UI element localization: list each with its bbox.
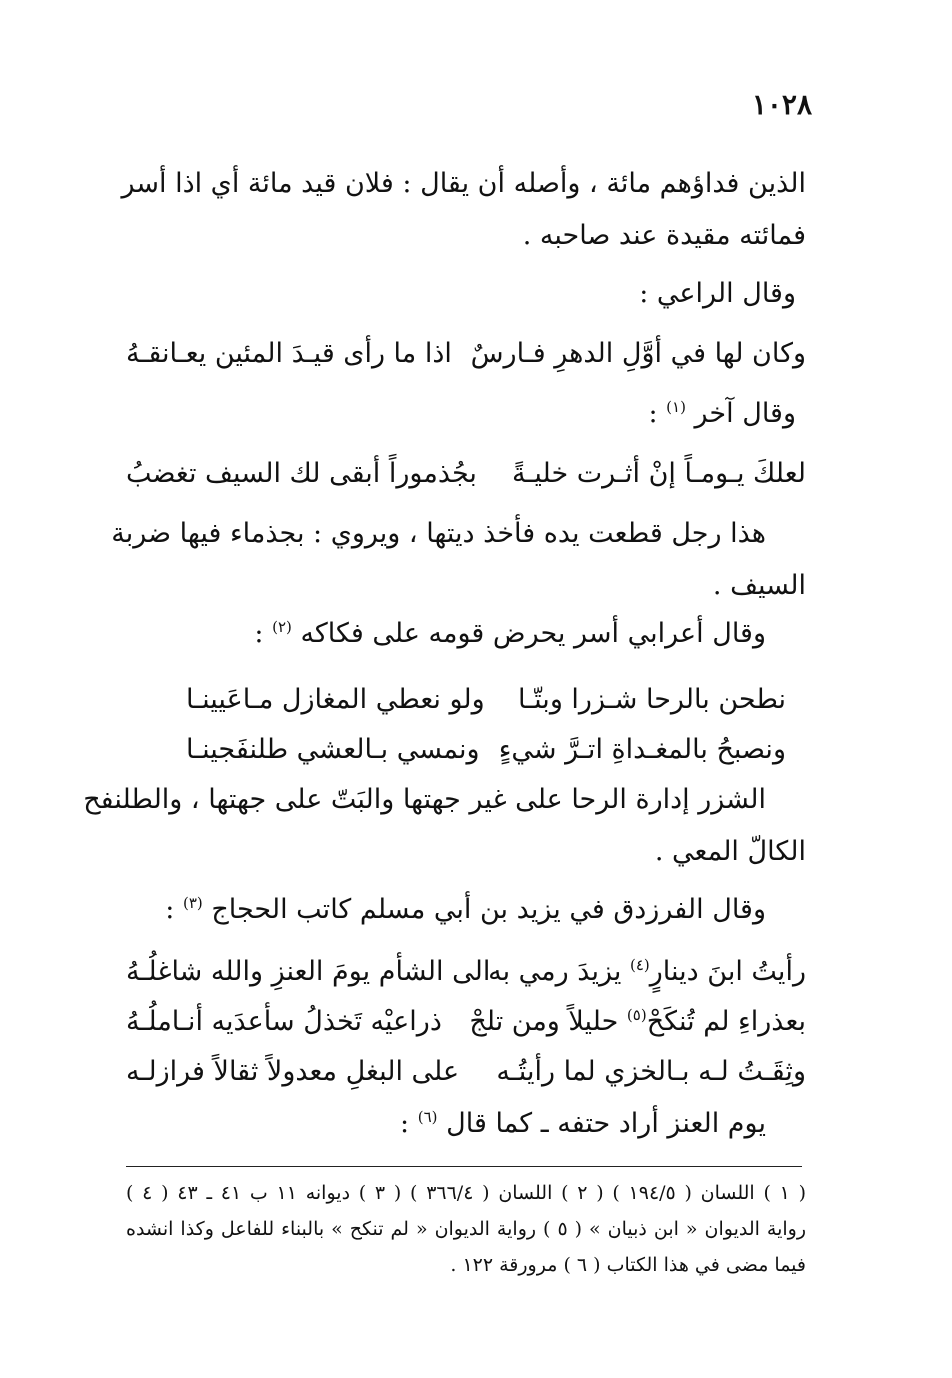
text-line: الذين فداؤهم مائة ، وأصله أن يقال : فلان قيد مائة أي اذا أسر bbox=[121, 168, 806, 199]
verse-farazdaq-1 bbox=[126, 956, 806, 996]
heading-akhar bbox=[126, 400, 806, 440]
verse-hemistich-2: بجُذموراً أبقى لك السيف تغضبُ bbox=[126, 458, 477, 489]
footnote-separator bbox=[126, 1166, 802, 1167]
verse-hemistich-1: وكان لها في أوَّلِ الدهرِ فـارسٌ bbox=[470, 338, 806, 369]
hemistich-text: بعذراءِ لم تُنكَحْ bbox=[646, 1006, 806, 1037]
paragraph-text: يوم العنز أراد حتفه ـ كما قال bbox=[446, 1108, 766, 1139]
footnote-ref-6: (٦) bbox=[417, 1108, 438, 1126]
heading-raee bbox=[126, 280, 806, 320]
verse-hemistich-2: اذا ما رأى قيـدَ المئين يعـانقـهُ bbox=[126, 338, 452, 369]
verse-hemistich-1: لعلكَ يـومـاً إنْ أثـرت خليـةً bbox=[512, 458, 806, 489]
text-line bbox=[165, 896, 766, 923]
footnote-ref-1: (١) bbox=[666, 398, 686, 416]
verse-hemistich-2: الى الشأم يومَ العنزِ والله شاغلُـهُ bbox=[126, 956, 491, 987]
hemistich-text: رأيتُ ابنَ دينارٍ bbox=[649, 956, 806, 987]
footnote-line: ( ١ ) اللسان ( ١٩٤/٥ ) ( ٢ ) اللسان ( ٣٦٦/٤ ) ( ٣ ) ديوانه ١١ ب ٤١ ـ ٤٣ ( ٤ ) bbox=[126, 1182, 806, 1204]
paragraph-1 bbox=[121, 168, 806, 251]
paragraph-2 bbox=[111, 518, 806, 601]
heading-text: وقال آخر bbox=[694, 398, 796, 429]
text-line: فمائته مقيدة عند صاحبه . bbox=[522, 220, 806, 251]
hemistich-text: حليلاً ومن تلجْ bbox=[469, 1006, 627, 1037]
verse-hemistich-1: نطحن بالرحا شـزرا وبتّـا bbox=[518, 684, 786, 715]
hemistich-text: يزيدَ رمي به bbox=[488, 956, 630, 987]
paragraph-4 bbox=[126, 1110, 806, 1150]
verse-hemistich-2: على البغلِ معدولاً ثقالاً فرازلـه bbox=[126, 1056, 460, 1087]
text-line bbox=[400, 1110, 766, 1137]
text-line bbox=[648, 400, 796, 427]
verse-hemistich-1 bbox=[488, 956, 806, 987]
text-line: السيف . bbox=[712, 570, 806, 601]
text-line: الكالّ المعي . bbox=[654, 836, 806, 867]
footnote-line: رواية الديوان « ابن ذبيان » ( ٥ ) رواية الديوان « لم تنكح » بالبناء للفاعل وكذا انشده bbox=[126, 1218, 806, 1240]
verse-arabi-1 bbox=[186, 684, 786, 724]
verse-farazdaq-2 bbox=[126, 1006, 806, 1046]
colon: : bbox=[648, 398, 658, 429]
verse-hemistich-1 bbox=[469, 1006, 806, 1037]
footnote-ref-3: (٣) bbox=[182, 894, 203, 912]
colon: : bbox=[165, 894, 175, 925]
colon: : bbox=[254, 618, 264, 649]
verse-hemistich-1: وثِقَـتُ لـه بـالخزي لما رأيتُـه bbox=[496, 1056, 806, 1087]
text-line bbox=[254, 620, 766, 647]
heading-farazdaq bbox=[126, 896, 806, 936]
text-line: هذا رجل قطعت يده فأخذ ديتها ، ويروي : بجذماء فيها ضربة bbox=[111, 518, 766, 549]
verse-hemistich-2: ولو نعطي المغازل مـاعَيينـا bbox=[186, 684, 485, 715]
heading-arabi bbox=[126, 620, 806, 660]
verse-hemistich-2: ذراعيْه تَخذلُ سأعدَيه أنـاملُـهُ bbox=[126, 1006, 442, 1037]
footnote-ref-4: (٤) bbox=[629, 956, 650, 974]
footnote-line: فيما مضى في هذا الكتاب ( ٦ ) مرورقة ١٢٢ . bbox=[450, 1254, 806, 1276]
verse-hemistich-2: ونمسي بـالعشي طلنفَجينـا bbox=[186, 734, 480, 765]
page-number: ١٠٢٨ bbox=[751, 88, 812, 121]
verse-raee bbox=[126, 338, 806, 378]
verse-akhar bbox=[126, 458, 806, 498]
paragraph-3 bbox=[83, 784, 806, 867]
heading-text: وقال الفرزدق في يزيد بن أبي مسلم كاتب الحجاج bbox=[211, 894, 766, 925]
footnote-ref-2: (٢) bbox=[272, 618, 292, 636]
colon: : bbox=[400, 1108, 410, 1139]
text-line: وقال الراعي : bbox=[639, 278, 796, 309]
text-line: الشزر إدارة الرحا على غير جهتها والبَتّ على جهتها ، والطلنفح bbox=[83, 784, 766, 815]
footnotes bbox=[126, 1182, 806, 1292]
footnote-ref-5: (٥) bbox=[626, 1006, 647, 1024]
verse-hemistich-1: ونصبحُ بالمغـداةِ اتـرَّ شيءٍ bbox=[498, 734, 786, 765]
verse-farazdaq-3 bbox=[126, 1056, 806, 1096]
verse-arabi-2 bbox=[186, 734, 786, 774]
heading-text: وقال أعرابي أسر يحرض قومه على فكاكه bbox=[300, 618, 766, 649]
